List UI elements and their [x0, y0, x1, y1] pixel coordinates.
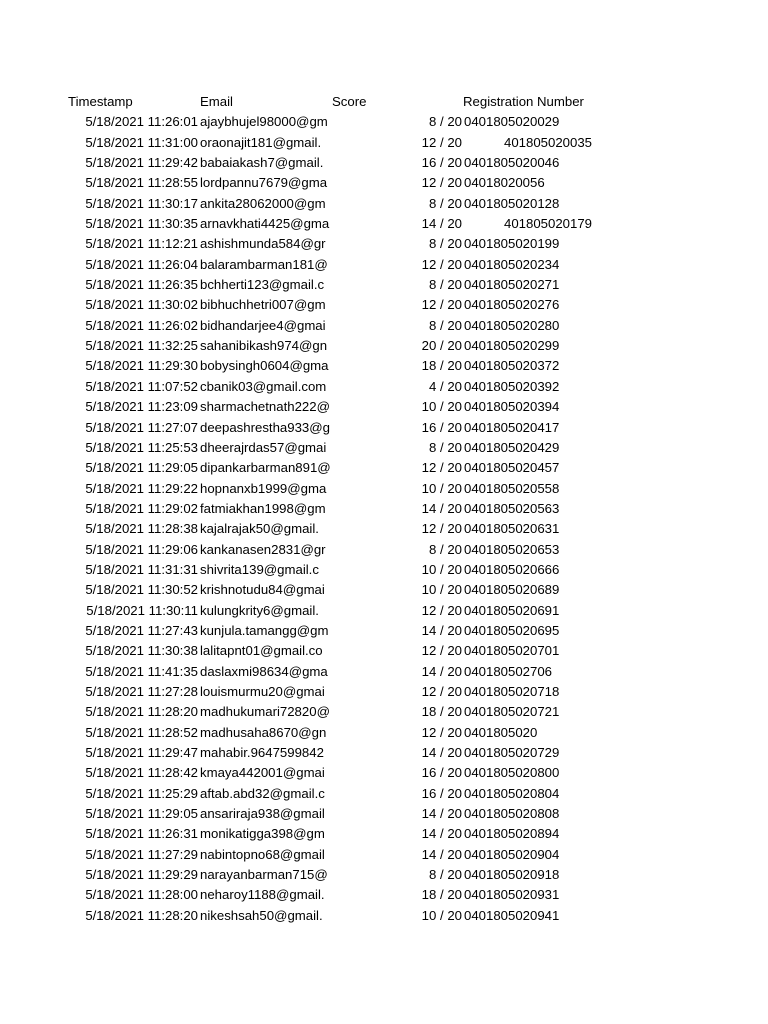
email-cell: nikeshsah50@gmail. — [200, 907, 323, 923]
registration-number-cell: 0401805020653 — [464, 541, 560, 557]
timestamp-cell: 5/18/2021 11:29:30 — [85, 358, 198, 374]
table-row — [0, 234, 768, 254]
email-cell: ankita28062000@gm — [200, 195, 326, 211]
table-row — [0, 194, 768, 214]
table-row — [0, 804, 768, 824]
registration-number-cell: 0401805020029 — [464, 114, 560, 130]
table-row — [0, 601, 768, 621]
email-cell: kajalrajak50@gmail. — [200, 521, 319, 537]
timestamp-cell: 5/18/2021 11:30:17 — [85, 195, 198, 211]
email-cell: kulungkrity6@gmail. — [200, 602, 319, 618]
table-row — [0, 824, 768, 844]
timestamp-cell: 5/18/2021 11:07:52 — [85, 378, 198, 394]
table-row — [0, 723, 768, 743]
registration-number-cell: 0401805020457 — [464, 460, 560, 476]
timestamp-cell: 5/18/2021 11:27:07 — [85, 419, 198, 435]
registration-number-cell: 0401805020234 — [464, 256, 560, 272]
score-cell: 10 / 20 — [421, 480, 462, 496]
registration-number-cell: 0401805020046 — [464, 155, 560, 171]
timestamp-cell: 5/18/2021 11:27:28 — [85, 683, 198, 699]
spreadsheet-table — [0, 92, 768, 926]
email-cell: cbanik03@gmail.com — [200, 378, 327, 394]
score-cell: 14 / 20 — [421, 216, 462, 232]
table-row — [0, 275, 768, 295]
score-cell: 16 / 20 — [421, 765, 462, 781]
registration-number-cell: 0401805020689 — [464, 582, 560, 598]
email-cell: madhukumari72820@ — [200, 704, 330, 720]
email-cell: bidhandarjee4@gmai — [200, 317, 326, 333]
timestamp-cell: 5/18/2021 11:29:05 — [85, 806, 198, 822]
email-cell: deepashrestha933@g — [200, 419, 330, 435]
email-cell: ajaybhujel98000@gm — [200, 114, 328, 130]
registration-number-cell: 0401805020280 — [464, 317, 560, 333]
registration-number-cell: 401805020179 — [503, 216, 592, 232]
table-row — [0, 499, 768, 519]
table-row — [0, 784, 768, 804]
score-cell: 8 / 20 — [429, 195, 462, 211]
timestamp-cell: 5/18/2021 11:28:00 — [85, 887, 198, 903]
table-row — [0, 540, 768, 560]
registration-number-cell: 0401805020941 — [464, 907, 560, 923]
registration-number-cell: 0401805020918 — [464, 867, 560, 883]
header-row — [0, 92, 768, 112]
table-row — [0, 845, 768, 865]
email-cell: aftab.abd32@gmail.c — [200, 785, 325, 801]
email-cell: babaiakash7@gmail. — [200, 155, 324, 171]
email-cell: sharmachetnath222@ — [200, 399, 330, 415]
registration-number-cell: 0401805020729 — [464, 745, 560, 760]
email-cell: balarambarman181@ — [200, 256, 328, 272]
table-row — [0, 560, 768, 580]
registration-number-cell: 0401805020718 — [464, 683, 560, 699]
table-row — [0, 865, 768, 885]
timestamp-cell: 5/18/2021 11:30:11 — [86, 602, 198, 618]
score-cell: 14 / 20 — [421, 846, 462, 862]
timestamp-cell: 5/18/2021 11:26:31 — [85, 826, 198, 842]
email-cell: sahanibikash974@gn — [200, 338, 328, 354]
score-cell: 8 / 20 — [429, 236, 462, 252]
registration-number-cell: 0401805020563 — [464, 500, 560, 516]
timestamp-cell: 5/18/2021 11:25:53 — [85, 439, 198, 455]
table-row — [0, 682, 768, 702]
registration-number-cell: 0401805020417 — [464, 419, 560, 435]
timestamp-cell: 5/18/2021 11:30:38 — [85, 643, 198, 659]
registration-number-cell: 0401805020931 — [464, 887, 560, 903]
registration-number-cell: 0401805020 — [464, 724, 538, 740]
table-row — [0, 397, 768, 417]
table-row — [0, 418, 768, 438]
table-row — [0, 763, 768, 783]
timestamp-cell: 5/18/2021 11:28:55 — [85, 175, 198, 191]
table-row — [0, 458, 768, 478]
timestamp-cell: 5/18/2021 11:29:06 — [85, 541, 198, 557]
email-cell: daslaxmi98634@gma — [200, 663, 328, 679]
registration-number-cell: 0401805020429 — [464, 439, 560, 455]
timestamp-cell: 5/18/2021 11:27:29 — [85, 846, 198, 862]
registration-number-cell: 0401805020701 — [464, 643, 560, 659]
score-cell: 12 / 20 — [421, 643, 462, 659]
timestamp-cell: 5/18/2021 11:29:47 — [85, 745, 198, 760]
email-cell: lalitapnt01@gmail.co — [200, 643, 323, 659]
table-row — [0, 112, 768, 132]
score-cell: 14 / 20 — [421, 826, 462, 842]
registration-number-cell: 0401805020199 — [464, 236, 560, 252]
score-cell: 4 / 20 — [429, 378, 462, 394]
score-cell: 8 / 20 — [429, 277, 462, 293]
email-cell: lordpannu7679@gma — [200, 175, 328, 191]
score-cell: 14 / 20 — [421, 745, 462, 760]
timestamp-cell: 5/18/2021 11:31:31 — [85, 561, 198, 577]
timestamp-cell: 5/18/2021 11:41:35 — [85, 663, 198, 679]
email-cell: kunjula.tamangg@gm — [200, 622, 329, 638]
timestamp-cell: 5/18/2021 11:23:09 — [85, 399, 198, 415]
score-cell: 12 / 20 — [421, 297, 462, 313]
score-cell: 8 / 20 — [429, 114, 462, 130]
score-cell: 10 / 20 — [421, 561, 462, 577]
table-row — [0, 519, 768, 539]
timestamp-cell: 5/18/2021 11:29:22 — [85, 480, 198, 496]
registration-number-cell: 04018020056 — [464, 175, 545, 191]
email-cell: kmaya442001@gmai — [200, 765, 325, 781]
email-cell: mahabir.9647599842 — [200, 745, 324, 760]
registration-number-cell: 0401805020271 — [464, 277, 560, 293]
timestamp-cell: 5/18/2021 11:26:01 — [85, 114, 198, 130]
registration-number-cell: 0401805020666 — [464, 561, 560, 577]
table-row — [0, 662, 768, 682]
email-cell: narayanbarman715@ — [200, 867, 328, 883]
email-cell: dipankarbarman891@ — [200, 460, 331, 476]
score-cell: 16 / 20 — [421, 785, 462, 801]
table-row — [0, 621, 768, 641]
score-cell: 10 / 20 — [421, 399, 462, 415]
registration-number-cell: 040180502706 — [464, 663, 553, 679]
score-cell: 12 / 20 — [421, 256, 462, 272]
score-cell: 14 / 20 — [421, 663, 462, 679]
score-cell: 12 / 20 — [421, 724, 462, 740]
table-row — [0, 580, 768, 600]
timestamp-cell: 5/18/2021 11:30:52 — [85, 582, 198, 598]
registration-number-cell: 401805020035 — [503, 134, 592, 150]
timestamp-cell: 5/18/2021 11:28:52 — [85, 724, 198, 740]
header-timestamp: Timestamp — [68, 94, 133, 109]
table-row — [0, 295, 768, 315]
registration-number-cell: 0401805020392 — [464, 378, 560, 394]
timestamp-cell: 5/18/2021 11:26:35 — [85, 277, 198, 293]
table-row — [0, 438, 768, 458]
table-row — [0, 702, 768, 722]
score-cell: 12 / 20 — [421, 175, 462, 191]
timestamp-cell: 5/18/2021 11:28:20 — [85, 704, 198, 720]
table-row — [0, 479, 768, 499]
header-score: Score — [332, 94, 367, 109]
email-cell: bchherti123@gmail.c — [200, 277, 325, 293]
email-cell: kankanasen2831@gr — [200, 541, 326, 557]
registration-number-cell: 0401805020691 — [464, 602, 560, 618]
registration-number-cell: 0401805020800 — [464, 765, 560, 781]
score-cell: 12 / 20 — [421, 683, 462, 699]
email-cell: krishnotudu84@gmai — [200, 582, 325, 598]
score-cell: 12 / 20 — [421, 134, 462, 150]
table-row — [0, 906, 768, 926]
timestamp-cell: 5/18/2021 11:32:25 — [85, 338, 198, 354]
score-cell: 10 / 20 — [421, 582, 462, 598]
registration-number-cell: 0401805020808 — [464, 806, 560, 822]
score-cell: 8 / 20 — [429, 439, 462, 455]
registration-number-cell: 0401805020904 — [464, 846, 560, 862]
table-row — [0, 133, 768, 153]
timestamp-cell: 5/18/2021 11:12:21 — [85, 236, 198, 252]
registration-number-cell: 0401805020394 — [464, 399, 560, 415]
email-cell: ansariraja938@gmail — [200, 806, 325, 822]
email-cell: neharoy1188@gmail. — [200, 887, 325, 903]
table-body — [0, 112, 768, 926]
score-cell: 18 / 20 — [421, 704, 462, 720]
score-cell: 12 / 20 — [421, 460, 462, 476]
email-cell: bibhuchhetri007@gm — [200, 297, 326, 313]
timestamp-cell: 5/18/2021 11:31:00 — [85, 134, 198, 150]
score-cell: 20 / 20 — [421, 338, 462, 354]
table-row — [0, 153, 768, 173]
registration-number-cell: 0401805020558 — [464, 480, 560, 496]
email-cell: fatmiakhan1998@gm — [200, 500, 326, 516]
registration-number-cell: 0401805020299 — [464, 338, 560, 354]
score-cell: 8 / 20 — [429, 867, 462, 883]
email-cell: hopnanxb1999@gma — [200, 480, 327, 496]
timestamp-cell: 5/18/2021 11:28:20 — [85, 907, 198, 923]
timestamp-cell: 5/18/2021 11:30:35 — [85, 216, 198, 232]
registration-number-cell: 0401805020894 — [464, 826, 560, 842]
score-cell: 8 / 20 — [429, 317, 462, 333]
registration-number-cell: 0401805020372 — [464, 358, 560, 374]
score-cell: 12 / 20 — [421, 602, 462, 618]
score-cell: 16 / 20 — [421, 419, 462, 435]
timestamp-cell: 5/18/2021 11:29:05 — [85, 460, 198, 476]
score-cell: 12 / 20 — [421, 521, 462, 537]
registration-number-cell: 0401805020804 — [464, 785, 560, 801]
score-cell: 16 / 20 — [421, 155, 462, 171]
table-row — [0, 255, 768, 275]
score-cell: 14 / 20 — [421, 500, 462, 516]
email-cell: nabintopno68@gmail — [200, 846, 325, 862]
email-cell: ashishmunda584@gr — [200, 236, 326, 252]
timestamp-cell: 5/18/2021 11:28:38 — [85, 521, 198, 537]
header-email: Email — [200, 94, 233, 109]
table-row — [0, 743, 768, 763]
table-row — [0, 377, 768, 397]
email-cell: bobysingh0604@gma — [200, 358, 329, 374]
email-cell: arnavkhati4425@gma — [200, 216, 330, 232]
score-cell: 18 / 20 — [421, 887, 462, 903]
timestamp-cell: 5/18/2021 11:25:29 — [85, 785, 198, 801]
score-cell: 14 / 20 — [421, 806, 462, 822]
table-row — [0, 336, 768, 356]
score-cell: 8 / 20 — [429, 541, 462, 557]
timestamp-cell: 5/18/2021 11:27:43 — [85, 622, 198, 638]
email-cell: oraonajit181@gmail. — [200, 134, 322, 150]
email-cell: dheerajrdas57@gmai — [200, 439, 327, 455]
timestamp-cell: 5/18/2021 11:28:42 — [85, 765, 198, 781]
header-registration-number: Registration Number — [463, 94, 584, 109]
table-row — [0, 885, 768, 905]
score-cell: 18 / 20 — [421, 358, 462, 374]
email-cell: monikatigga398@gm — [200, 826, 325, 842]
registration-number-cell: 0401805020721 — [464, 704, 560, 720]
timestamp-cell: 5/18/2021 11:29:29 — [85, 867, 198, 883]
table-row — [0, 214, 768, 234]
table-row — [0, 173, 768, 193]
table-row — [0, 641, 768, 661]
timestamp-cell: 5/18/2021 11:26:02 — [85, 317, 198, 333]
email-cell: shivrita139@gmail.c — [200, 561, 319, 577]
registration-number-cell: 0401805020631 — [464, 521, 560, 537]
table-row — [0, 356, 768, 376]
registration-number-cell: 0401805020128 — [464, 195, 560, 211]
registration-number-cell: 0401805020276 — [464, 297, 560, 313]
timestamp-cell: 5/18/2021 11:29:42 — [85, 155, 198, 171]
score-cell: 10 / 20 — [421, 907, 462, 923]
timestamp-cell: 5/18/2021 11:26:04 — [85, 256, 198, 272]
score-cell: 14 / 20 — [421, 622, 462, 638]
table-row — [0, 316, 768, 336]
timestamp-cell: 5/18/2021 11:29:02 — [85, 500, 198, 516]
email-cell: louismurmu20@gmai — [200, 683, 325, 699]
email-cell: madhusaha8670@gn — [200, 724, 327, 740]
registration-number-cell: 0401805020695 — [464, 622, 560, 638]
timestamp-cell: 5/18/2021 11:30:02 — [85, 297, 198, 313]
